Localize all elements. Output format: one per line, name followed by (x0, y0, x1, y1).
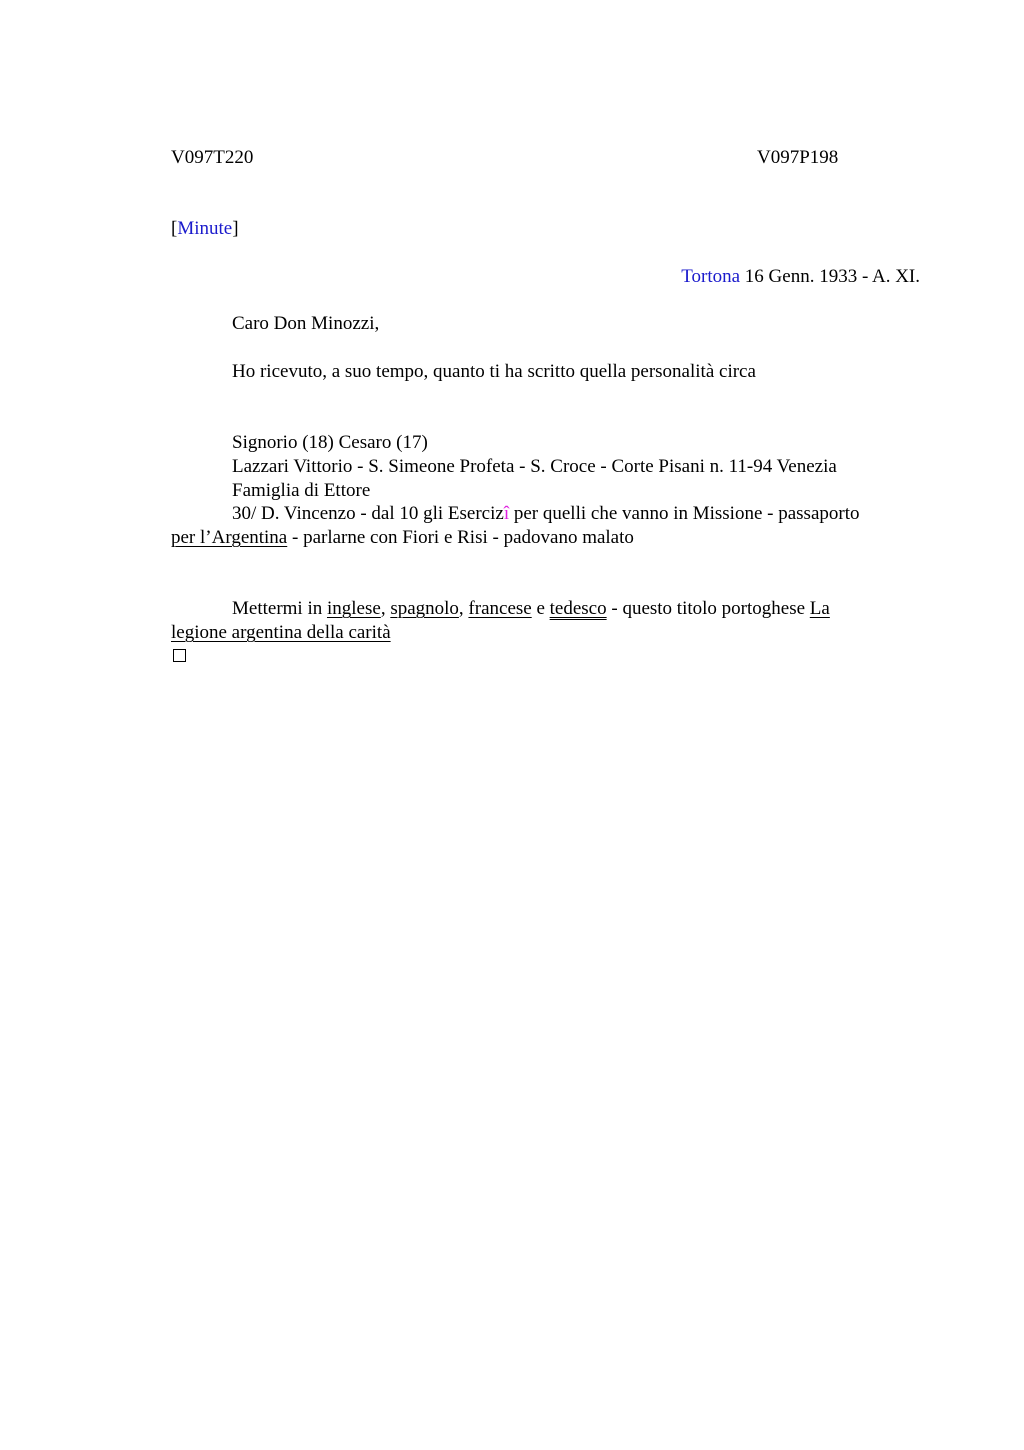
place-link[interactable]: Tortona (681, 266, 741, 287)
note-line-4-end: per quelli che vanno in Missione - passaporto (509, 503, 860, 524)
book-title-part-1: La (809, 598, 830, 619)
separator: e (531, 598, 550, 619)
minute-link[interactable]: Minute (177, 218, 233, 239)
separator: , (458, 598, 469, 619)
note-line-5 (171, 526, 634, 550)
language-spanish: spagnolo (390, 598, 459, 619)
language-english: inglese (326, 598, 381, 619)
book-title-line (171, 621, 391, 645)
languages-after: - questo titolo portoghese (606, 598, 810, 619)
language-german: tedesco (549, 598, 607, 619)
bracket-open: [ (171, 218, 178, 239)
note-line-3: Famiglia di Ettore (232, 480, 371, 501)
bracket-close: ] (232, 218, 239, 239)
separator: , (380, 598, 391, 619)
date-text: 16 Genn. 1933 - A. XI. (740, 266, 920, 287)
note-line-2: Lazzari Vittorio - S. Simeone Profeta - S. Croce - Corte Pisani n. 11-94 Venezia (232, 456, 837, 477)
languages-intro: Mettermi in (232, 598, 327, 619)
paragraph-1: Ho ricevuto, a suo tempo, quanto ti ha scritto quella personalità circa (232, 361, 756, 382)
minute-label (171, 217, 239, 241)
note-line-4 (232, 502, 859, 526)
document-code-left: V097T220 (171, 147, 254, 168)
editorial-mark: î (503, 503, 510, 524)
languages-line (232, 597, 830, 621)
checkbox-square-icon (173, 649, 186, 662)
salutation: Caro Don Minozzi, (232, 313, 380, 334)
note-line-4-start: 30/ D. Vincenzo - dal 10 gli Eserciz (232, 503, 504, 524)
underlined-argentina: per l’Argentina (171, 527, 288, 548)
language-french: francese (468, 598, 532, 619)
note-line-5-rest: - parlarne con Fiori e Risi - padovano malato (287, 527, 634, 548)
dateline (681, 265, 920, 289)
document-code-right: V097P198 (757, 147, 839, 168)
book-title-part-2: legione argentina della carità (171, 622, 391, 643)
note-line-1: Signorio (18) Cesaro (17) (232, 432, 428, 453)
